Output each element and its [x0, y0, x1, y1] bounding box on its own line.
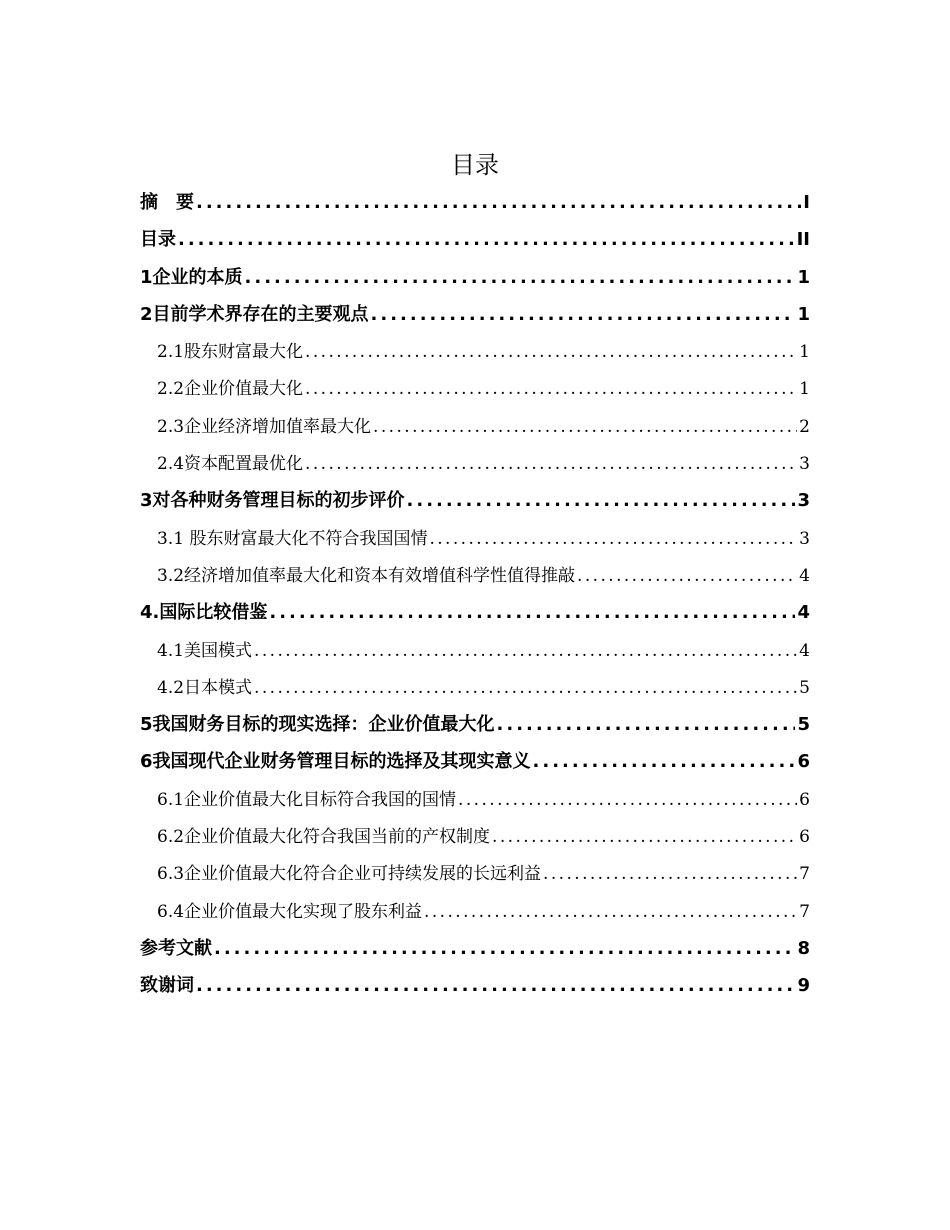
toc-entry-label: 参考文献: [140, 937, 212, 959]
toc-page-number: 6: [799, 789, 810, 810]
toc-page-number: 8: [797, 937, 810, 959]
toc-page-number: 6: [799, 827, 810, 848]
toc-page-number: 1: [799, 342, 810, 363]
toc-entry-label: 4.国际比较借鉴: [140, 602, 268, 624]
toc-leader-dots: [371, 304, 796, 325]
toc-entry-label: 3对各种财务管理目标的初步评价: [140, 490, 405, 512]
toc-entry-label: 5我国财务目标的现实选择：企业价值最大化: [140, 714, 495, 736]
toc-entry[interactable]: [140, 598, 810, 635]
toc-entry-label: 3.2经济增加值率最大化和资本有效增值科学性值得推敲: [157, 565, 576, 586]
toc-leader-dots: [407, 490, 796, 511]
toc-subentry[interactable]: [140, 822, 810, 859]
toc-page-number: 3: [799, 528, 810, 549]
toc-page-number: 7: [799, 901, 810, 922]
toc-subentry[interactable]: [140, 374, 810, 411]
toc-page-number: 4: [797, 602, 810, 624]
toc-entry-label: 2.4资本配置最优化: [157, 454, 304, 475]
toc-entry-label: 6.4企业价值最大化实现了股东利益: [157, 901, 423, 922]
toc-leader-dots: [305, 342, 797, 362]
toc-page-number: 5: [799, 677, 810, 698]
toc-page-number: 1: [797, 266, 810, 288]
toc-page-number: 4: [799, 640, 810, 661]
toc-subentry[interactable]: [140, 337, 810, 374]
toc-leader-dots: [254, 641, 797, 661]
toc-subentry[interactable]: [140, 412, 810, 449]
toc-entry-label: 6.1企业价值最大化目标符合我国的国情: [157, 789, 457, 810]
toc-entry[interactable]: [140, 263, 810, 300]
toc-entry-label: 摘 要: [140, 192, 194, 213]
toc-entry-label: 2.2企业价值最大化: [157, 379, 304, 400]
toc-entry[interactable]: [140, 934, 810, 971]
toc-entry-label: 6.2企业价值最大化符合我国当前的产权制度: [157, 827, 491, 848]
toc-page-number: 6: [797, 751, 810, 773]
toc-leader-dots: [543, 864, 797, 884]
toc-entry-label: 致谢词: [140, 975, 194, 997]
toc-leader-dots: [178, 229, 795, 250]
toc-entry-label: 目录: [140, 229, 176, 251]
toc-subentry[interactable]: [140, 897, 810, 934]
toc-page-number: 9: [797, 975, 810, 997]
toc-leader-dots: [492, 827, 797, 847]
toc-subentry[interactable]: [140, 561, 810, 598]
toc-page-number: 3: [799, 454, 810, 475]
toc-leader-dots: [196, 192, 801, 213]
toc-leader-dots: [497, 714, 796, 735]
toc-entry-label: 3.1 股东财富最大化不符合我国国情: [157, 528, 428, 549]
toc-leader-dots: [429, 529, 797, 549]
toc-entry-label: 2.1股东财富最大化: [157, 342, 304, 363]
toc-page-number: I: [803, 192, 810, 213]
toc-entry-label: 4.2日本模式: [157, 677, 253, 698]
toc-page-number: II: [796, 229, 810, 251]
toc-entry[interactable]: [140, 747, 810, 784]
toc-subentry[interactable]: [140, 449, 810, 486]
toc-leader-dots: [577, 566, 797, 586]
toc-entry-label: 2目前学术界存在的主要观点: [140, 303, 369, 325]
toc-leader-dots: [424, 902, 797, 922]
toc-subentry[interactable]: [140, 859, 810, 896]
toc-page-number: 1: [797, 303, 810, 325]
toc-entry[interactable]: [140, 225, 810, 262]
toc-leader-dots: [269, 602, 795, 623]
toc-page-number: 2: [799, 416, 810, 437]
toc-entry[interactable]: [140, 710, 810, 747]
toc-leader-dots: [196, 975, 795, 996]
toc-page-number: 1: [799, 379, 810, 400]
toc-subentry[interactable]: [140, 636, 810, 673]
table-of-contents: [140, 188, 810, 1009]
page-title: 目录: [451, 151, 499, 179]
toc-leader-dots: [214, 938, 795, 959]
toc-leader-dots: [458, 790, 797, 810]
toc-subentry[interactable]: [140, 673, 810, 710]
toc-entry-label: 6我国现代企业财务管理目标的选择及其现实意义: [140, 751, 531, 773]
toc-page-number: 7: [799, 864, 810, 885]
toc-subentry[interactable]: [140, 524, 810, 561]
toc-leader-dots: [305, 454, 797, 474]
toc-subentry[interactable]: [140, 785, 810, 822]
toc-entry-label: 4.1美国模式: [157, 640, 253, 661]
toc-page-number: 5: [797, 714, 810, 736]
toc-entry[interactable]: [140, 300, 810, 337]
toc-leader-dots: [254, 678, 797, 698]
toc-entry[interactable]: [140, 486, 810, 523]
toc-entry-label: 1企业的本质: [140, 266, 243, 288]
toc-entry[interactable]: [140, 971, 810, 1008]
toc-leader-dots: [245, 267, 796, 288]
toc-entry[interactable]: [140, 188, 810, 225]
toc-leader-dots: [533, 751, 796, 772]
toc-leader-dots: [373, 417, 797, 437]
toc-page-number: 3: [797, 490, 810, 512]
toc-page-number: 4: [799, 565, 810, 586]
toc-entry-label: 6.3企业价值最大化符合企业可持续发展的长远利益: [157, 864, 542, 885]
toc-entry-label: 2.3企业经济增加值率最大化: [157, 416, 372, 437]
toc-leader-dots: [305, 379, 797, 399]
